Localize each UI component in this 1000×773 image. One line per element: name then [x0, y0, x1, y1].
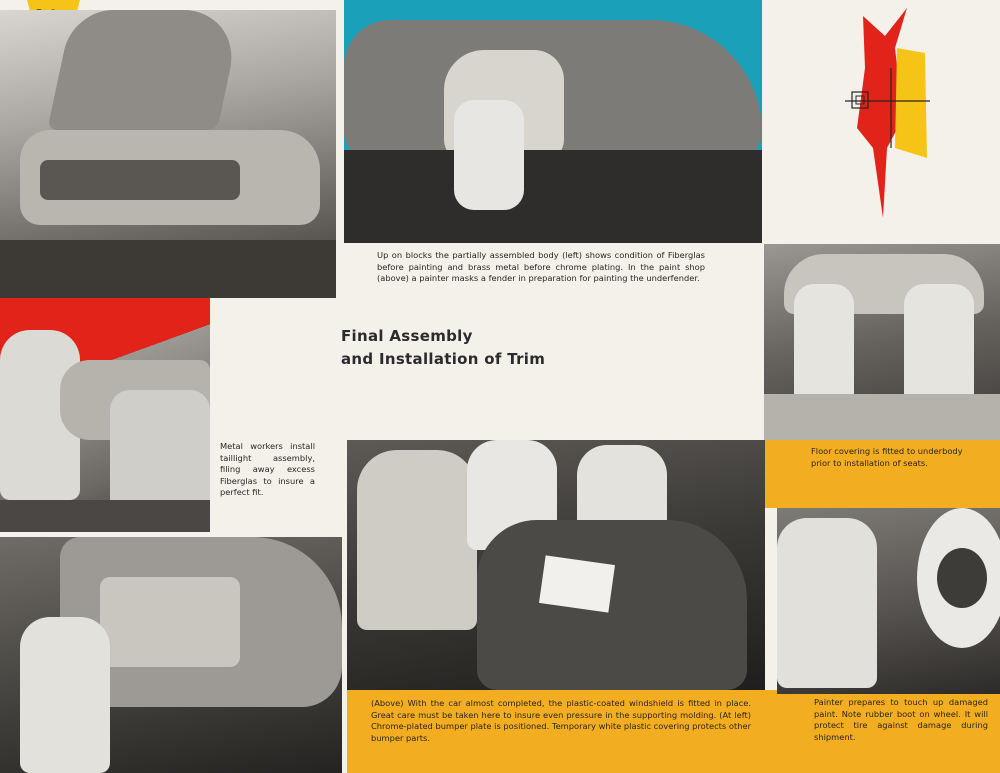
photo-floor-covering — [764, 244, 1000, 440]
caption-painter-touchup: Painter prepares to touch up damaged paint. Note rubber boot on wheel. It will protect tire against damage during shipment. — [814, 697, 988, 742]
section-title — [341, 325, 545, 371]
section-title-line2: and Installation of Trim — [341, 350, 546, 368]
caption-floor-covering: Floor covering is fitted to underbody prior to installation of seats. — [811, 446, 963, 468]
photo-bumper-plate — [0, 537, 342, 773]
section-title-line1: Final Assembly — [341, 327, 473, 345]
caption-windshield: (Above) With the car almost completed, the plastic-coated windshield is fitted in place. Great care must be taken here to insure even pressure in the supporting molding. (At left) Chrome-plated bumper plate is positioned. Temporary white plastic covering protects other bumper parts. — [371, 698, 751, 743]
caption-metal-workers: Metal workers install taillight assembly, filing away excess Fiberglas to insure a perfect fit. — [220, 441, 315, 497]
decorative-logo — [845, 8, 935, 218]
photo-painter-masking-fender — [344, 0, 762, 243]
photo-painter-touchup — [777, 508, 1000, 694]
photo-windshield-fitting — [347, 440, 765, 690]
photo-metal-workers — [0, 320, 210, 532]
photo-body-on-blocks — [0, 10, 336, 298]
caption-body-on-blocks: Up on blocks the partially assembled body (left) shows condition of Fiberglas before painting and brass metal before chrome plating. In the paint shop (above) a painter masks a fender in preparation for painting the underfender. — [377, 250, 705, 283]
